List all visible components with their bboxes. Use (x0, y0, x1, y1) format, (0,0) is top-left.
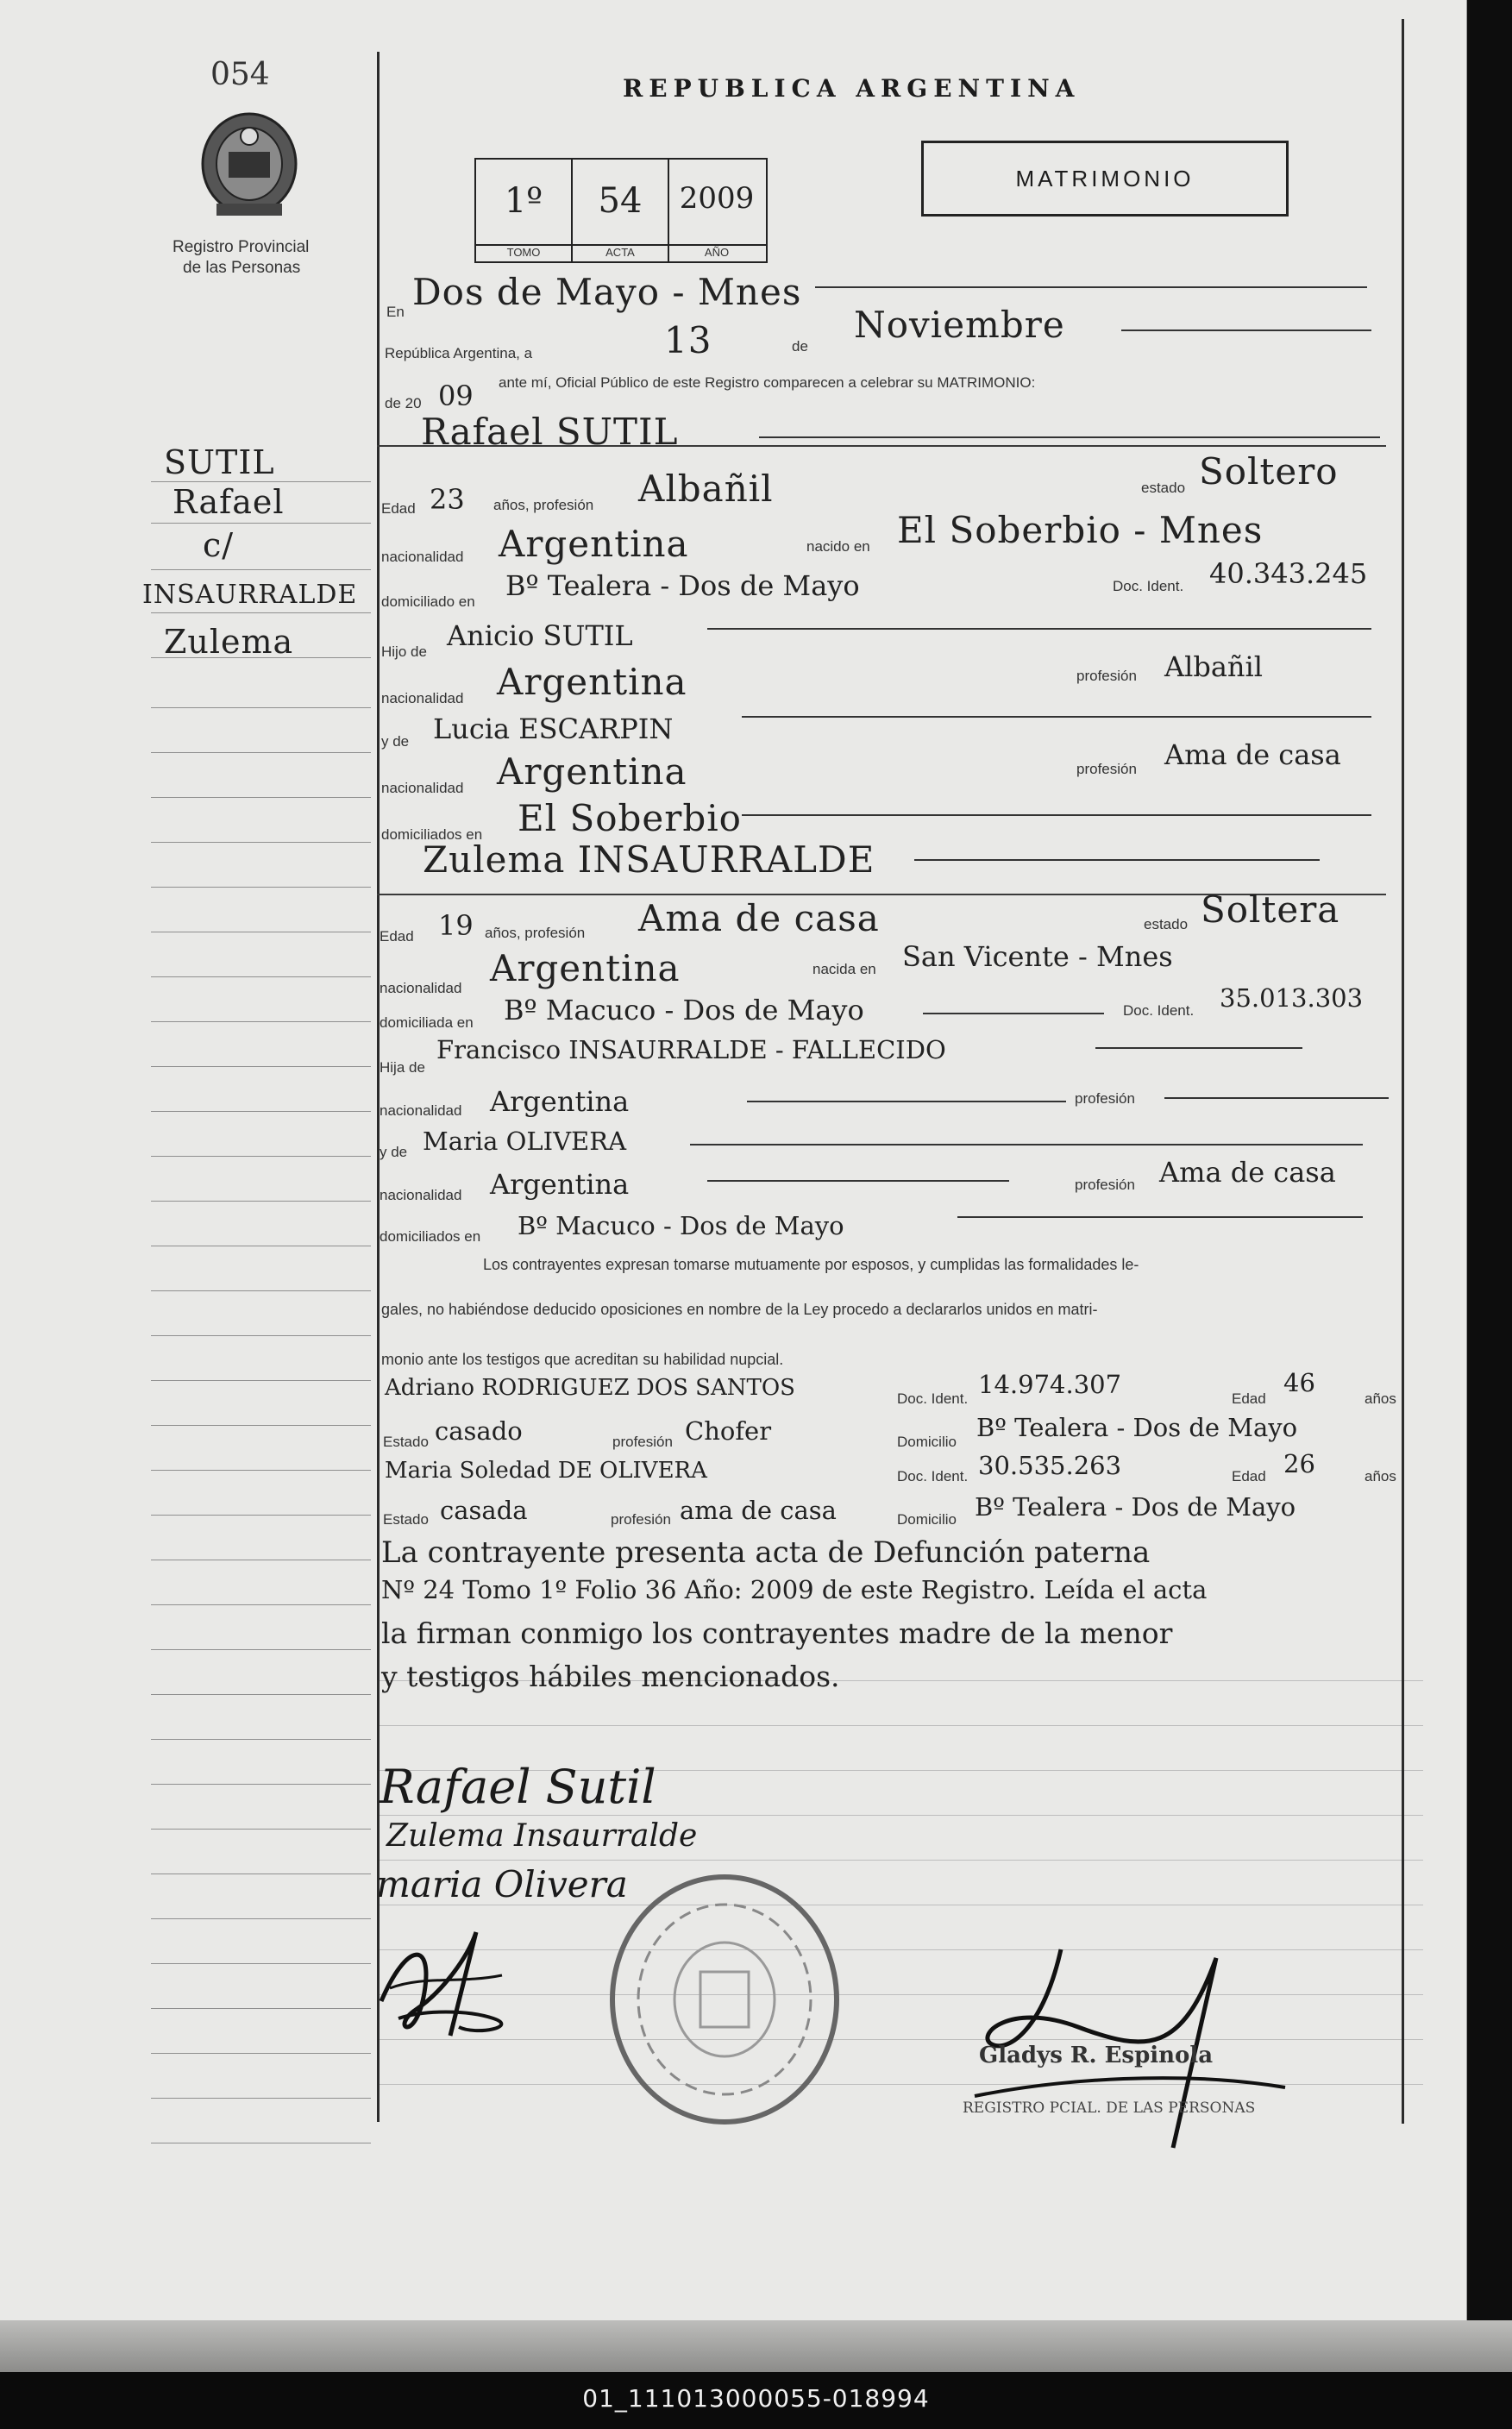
witness1-civil-status: casado (435, 1416, 523, 1446)
bride-label-domicilio: domiciliada en (380, 1014, 474, 1031)
groom-name: Rafael SUTIL (421, 411, 679, 453)
groom-label-nacido: nacido en (806, 538, 870, 555)
witness1-address: Bº Tealera - Dos de Mayo (976, 1413, 1298, 1442)
groom-father-name: Anicio SUTIL (447, 619, 633, 652)
bride-mother-nat-label: nacionalidad (380, 1187, 462, 1203)
margin-bride-given: Zulema (164, 623, 294, 661)
groom-father-prof-label: profesión (1076, 668, 1137, 684)
notes-line1: La contrayente presenta acta de Defunción paterna (381, 1535, 1151, 1570)
tomo-label: TOMO (506, 246, 541, 259)
groom-label-estado: estado (1141, 480, 1186, 496)
margin-bride-surname: INSAURRALDE (142, 580, 358, 610)
bride-birthplace: San Vicente - Mnes (902, 940, 1173, 973)
bride-label-edad: Edad (380, 928, 414, 945)
witness2-address: Bº Tealera - Dos de Mayo (975, 1492, 1296, 1522)
groom-label-domiciliados: domiciliados en (381, 826, 483, 843)
page-edge-shadow (0, 2320, 1512, 2372)
bride-father-nationality: Argentina (490, 1085, 630, 1118)
witness1-dom-label: Domicilio (897, 1434, 957, 1450)
anio-label: AÑO (704, 246, 730, 259)
groom-mother-nationality: Argentina (497, 750, 687, 793)
witness-signatures-scribble (373, 1906, 519, 2044)
bride-father-name: Francisco INSAURRALDE - FALLECIDO (436, 1035, 946, 1064)
bride-mother-nationality: Argentina (490, 1168, 630, 1201)
margin-groom-given: Rafael (173, 483, 285, 521)
bride-signature: Zulema Insaurralde (386, 1818, 698, 1854)
bride-label-anios: años, profesión (485, 925, 586, 941)
groom-nationality: Argentina (499, 523, 689, 565)
witness1-estado-label: Estado (383, 1434, 429, 1450)
place: Dos de Mayo - Mnes (412, 271, 802, 313)
margin-connector: c/ (203, 526, 235, 564)
witness1-anios-label: años (1365, 1390, 1396, 1407)
groom-mother-prof-label: profesión (1076, 761, 1137, 777)
groom-address: Bº Tealera - Dos de Mayo (505, 569, 860, 602)
image-id-caption: 01_111013000055-018994 (582, 2384, 930, 2413)
label-de: de (792, 338, 808, 355)
margin-groom-surname: SUTIL (164, 443, 275, 481)
witness2-civil-status: casada (440, 1496, 528, 1525)
bride-mother-prof-label: profesión (1075, 1177, 1135, 1193)
official-seal-icon (604, 1870, 845, 2129)
anio-value: 2009 (679, 181, 755, 216)
bride-age: 19 (438, 909, 474, 942)
groom-father-profession: Albañil (1164, 650, 1263, 683)
registry-name-line1: Registro Provincial (173, 238, 310, 256)
bride-label-nacida: nacida en (812, 961, 876, 977)
label-en: En (386, 304, 405, 320)
witness2-anios-label: años (1365, 1468, 1396, 1484)
groom-label-edad: Edad (381, 500, 416, 517)
coat-of-arms-icon (194, 102, 304, 223)
bride-label-doc: Doc. Ident. (1123, 1002, 1195, 1019)
witness1-age-label: Edad (1232, 1390, 1266, 1407)
bride-label-estado: estado (1144, 916, 1189, 932)
bride-address: Bº Macuco - Dos de Mayo (504, 994, 864, 1026)
groom-label-yde: y de (381, 733, 410, 750)
witness2-prof-label: profesión (611, 1511, 671, 1528)
groom-mother-profession: Ama de casa (1164, 738, 1341, 771)
witness1-age: 46 (1283, 1368, 1315, 1397)
bride-mother-profession: Ama de casa (1159, 1156, 1336, 1189)
witness2-age-label: Edad (1232, 1468, 1266, 1484)
bride-name: Zulema INSAURRALDE (423, 838, 875, 881)
registry-name-line2: de las Personas (183, 259, 301, 277)
groom-label-hijo: Hijo de (381, 643, 427, 660)
year-suffix: 09 (438, 380, 474, 412)
bride-father-prof-label: profesión (1075, 1090, 1135, 1107)
groom-birthplace: El Soberbio - Mnes (897, 509, 1264, 551)
declaration-line2: gales, no habiéndose deducido oposiciones en nombre de la Ley procedo a declararlos unidos en matri- (381, 1301, 1098, 1318)
bride-profession: Ama de casa (638, 897, 880, 939)
bride-nationality: Argentina (490, 947, 681, 989)
groom-civil-status: Soltero (1199, 450, 1339, 493)
intro-statement: ante mí, Oficial Público de este Registro comparecen a celebrar su MATRIMONIO: (499, 374, 1036, 391)
label-de-year: de 20 (385, 395, 422, 411)
groom-label-anios: años, profesión (493, 497, 594, 513)
witness2-name: Maria Soledad DE OLIVERA (385, 1458, 707, 1484)
bride-doc-id: 35.013.303 (1220, 983, 1364, 1013)
groom-father-nat-label: nacionalidad (381, 690, 464, 706)
label-republica: República Argentina, a (385, 345, 533, 361)
mother-signature: maria Olivera (376, 1863, 628, 1905)
bride-label-yde: y de (380, 1144, 408, 1160)
groom-label-domicilio: domiciliado en (381, 593, 475, 610)
witness2-age: 26 (1283, 1449, 1315, 1478)
day: 13 (664, 319, 712, 361)
notes-line3: la firman conmigo los contrayentes madre de la menor (381, 1616, 1173, 1650)
witness1-doc-label: Doc. Ident. (897, 1390, 969, 1407)
country-title: REPUBLICA ARGENTINA (623, 74, 1081, 103)
groom-mother-nat-label: nacionalidad (381, 780, 464, 796)
groom-age: 23 (430, 483, 465, 516)
bride-label-nacionalidad: nacionalidad (380, 980, 462, 996)
right-frame-line (1402, 19, 1404, 2124)
acta-value: 54 (598, 181, 643, 221)
witness2-doc-id: 30.535.263 (978, 1451, 1122, 1480)
record-type-box: MATRIMONIO (921, 141, 1289, 217)
witness2-estado-label: Estado (383, 1511, 429, 1528)
witness1-name: Adriano RODRIGUEZ DOS SANTOS (385, 1375, 795, 1401)
witness1-prof-label: profesión (612, 1434, 673, 1450)
witness1-doc-id: 14.974.307 (978, 1370, 1122, 1399)
bride-civil-status: Soltera (1201, 888, 1340, 931)
bride-label-hija: Hija de (380, 1059, 425, 1076)
bride-father-nat-label: nacionalidad (380, 1102, 462, 1119)
official-title: REGISTRO PCIAL. DE LAS PERSONAS (963, 2099, 1256, 2117)
groom-father-nationality: Argentina (497, 661, 687, 703)
month: Noviembre (854, 304, 1065, 346)
groom-parents-address: El Soberbio (518, 797, 742, 839)
groom-mother-name: Lucia ESCARPIN (433, 712, 674, 745)
bride-label-domiciliados: domiciliados en (380, 1228, 481, 1245)
groom-label-nacionalidad: nacionalidad (381, 549, 464, 565)
witness2-doc-label: Doc. Ident. (897, 1468, 969, 1484)
declaration-line3: monio ante los testigos que acreditan su habilidad nupcial. (381, 1351, 784, 1368)
bride-parents-address: Bº Macuco - Dos de Mayo (518, 1211, 844, 1240)
tomo-acta-anio-box (474, 158, 768, 263)
witness2-dom-label: Domicilio (897, 1511, 957, 1528)
folio-number: 054 (210, 57, 270, 92)
tomo-value: 1º (504, 181, 543, 221)
declaration-line1: Los contrayentes expresan tomarse mutuamente por esposos, y cumplidas las formalidades le- (483, 1256, 1139, 1273)
groom-profession: Albañil (638, 468, 774, 510)
acta-label: ACTA (605, 246, 635, 259)
groom-label-doc: Doc. Ident. (1113, 578, 1184, 594)
official-name: Gladys R. Espinola (979, 2043, 1214, 2068)
notes-line2: Nº 24 Tomo 1º Folio 36 Año: 2009 de este Registro. Leída el acta (381, 1575, 1208, 1604)
witness2-profession: ama de casa (680, 1496, 837, 1525)
bride-mother-name: Maria OLIVERA (423, 1127, 627, 1156)
groom-doc-id: 40.343.245 (1209, 557, 1368, 590)
notes-line4: y testigos hábiles mencionados. (381, 1660, 840, 1693)
groom-signature: Rafael Sutil (380, 1760, 656, 1814)
witness1-profession: Chofer (685, 1416, 772, 1446)
